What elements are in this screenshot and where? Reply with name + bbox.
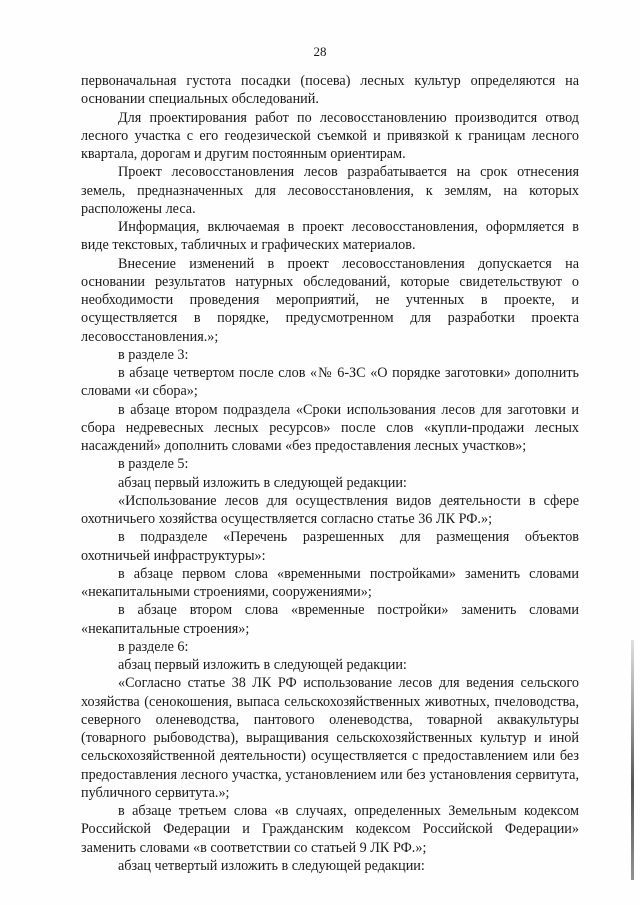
paragraph: в абзаце четвертом после слов «№ 6-ЗС «О порядке заготовки» дополнить словами «и сбора»; [81,365,579,400]
paragraph: Для проектирования работ по лесовосстановлению производится отвод лесного участка с его геодезической съемкой и привязкой к границам лесного квартала, дорогам и другим постоянным ориентирам. [81,109,579,162]
paragraph: Внесение изменений в проект лесовосстановления допускается на основании результатов натурных обследований, которые свидетельствуют о необходимости проведения мероприятий, не учтенных в проекте, и осуществляется в порядке, предусмотренном для разработки проекта лесовосстановления.»; [81,255,579,345]
paragraph: в абзаце третьем слова «в случаях, определенных Земельным кодексом Российской Федерации и Гражданским кодексом Российской Федерации» заменить словами «в соответствии со статьей 9 ЛК РФ.»; [81,803,579,856]
document-body [81,72,579,875]
paragraph: в подразделе «Перечень разрешенных для размещения объектов охотничьей инфраструктуры»: [81,529,579,564]
paragraph: абзац четвертый изложить в следующей редакции: [118,857,425,874]
paragraph: в абзаце втором подраздела «Сроки использования лесов для заготовки и сбора недревесных лесных ресурсов» после слов «купли-продажи лесных насаждений» дополнить словами «без предоставления лесных участков»; [81,401,579,454]
paragraph: Информация, включаемая в проект лесовосстановления, оформляется в виде текстовых, табличных и графических материалов. [81,219,579,254]
paragraph: абзац первый изложить в следующей редакции: [118,474,407,491]
paragraph: Проект лесовосстановления лесов разрабатывается на срок отнесения земель, предназначенных для лесовосстановления, к землям, на которых расположены леса. [81,164,579,217]
paragraph: «Согласно статье 38 ЛК РФ использование лесов для ведения сельского хозяйства (сенокошения, выпаса сельскохозяйственных животных, пчеловодства, северного оленеводства, пантового оленеводства, товарной аквакультуры (товарного рыбоводства), выращивания сельскохозяйственных культур и иной сельскохозяйственной деятельности) осуществляется с предоставлением или без предоставления лесного участка, установлением или без установления сервитута, публичного сервитута.»; [81,675,579,801]
paragraph: первоначальная густота посадки (посева) лесных культур определяются на основании специальных обследований. [81,73,579,108]
paragraph: «Использование лесов для осуществления видов деятельности в сфере охотничьего хозяйства осуществляется согласно статье 36 ЛК РФ.»; [81,492,579,527]
page-number: 28 [313,44,327,59]
paragraph: в разделе 5: [118,456,189,473]
paragraph: в абзаце втором слова «временные постройки» заменить словами «некапитальные строения»; [81,602,579,637]
paragraph: в разделе 6: [118,638,189,655]
paragraph: абзац первый изложить в следующей редакции: [118,657,407,673]
scan-edge-mark [631,640,634,880]
paragraph: в абзаце первом слова «временными постройками» заменить словами «некапитальными строениями, сооружениями»; [81,565,579,600]
paragraph: в разделе 3: [118,346,189,363]
